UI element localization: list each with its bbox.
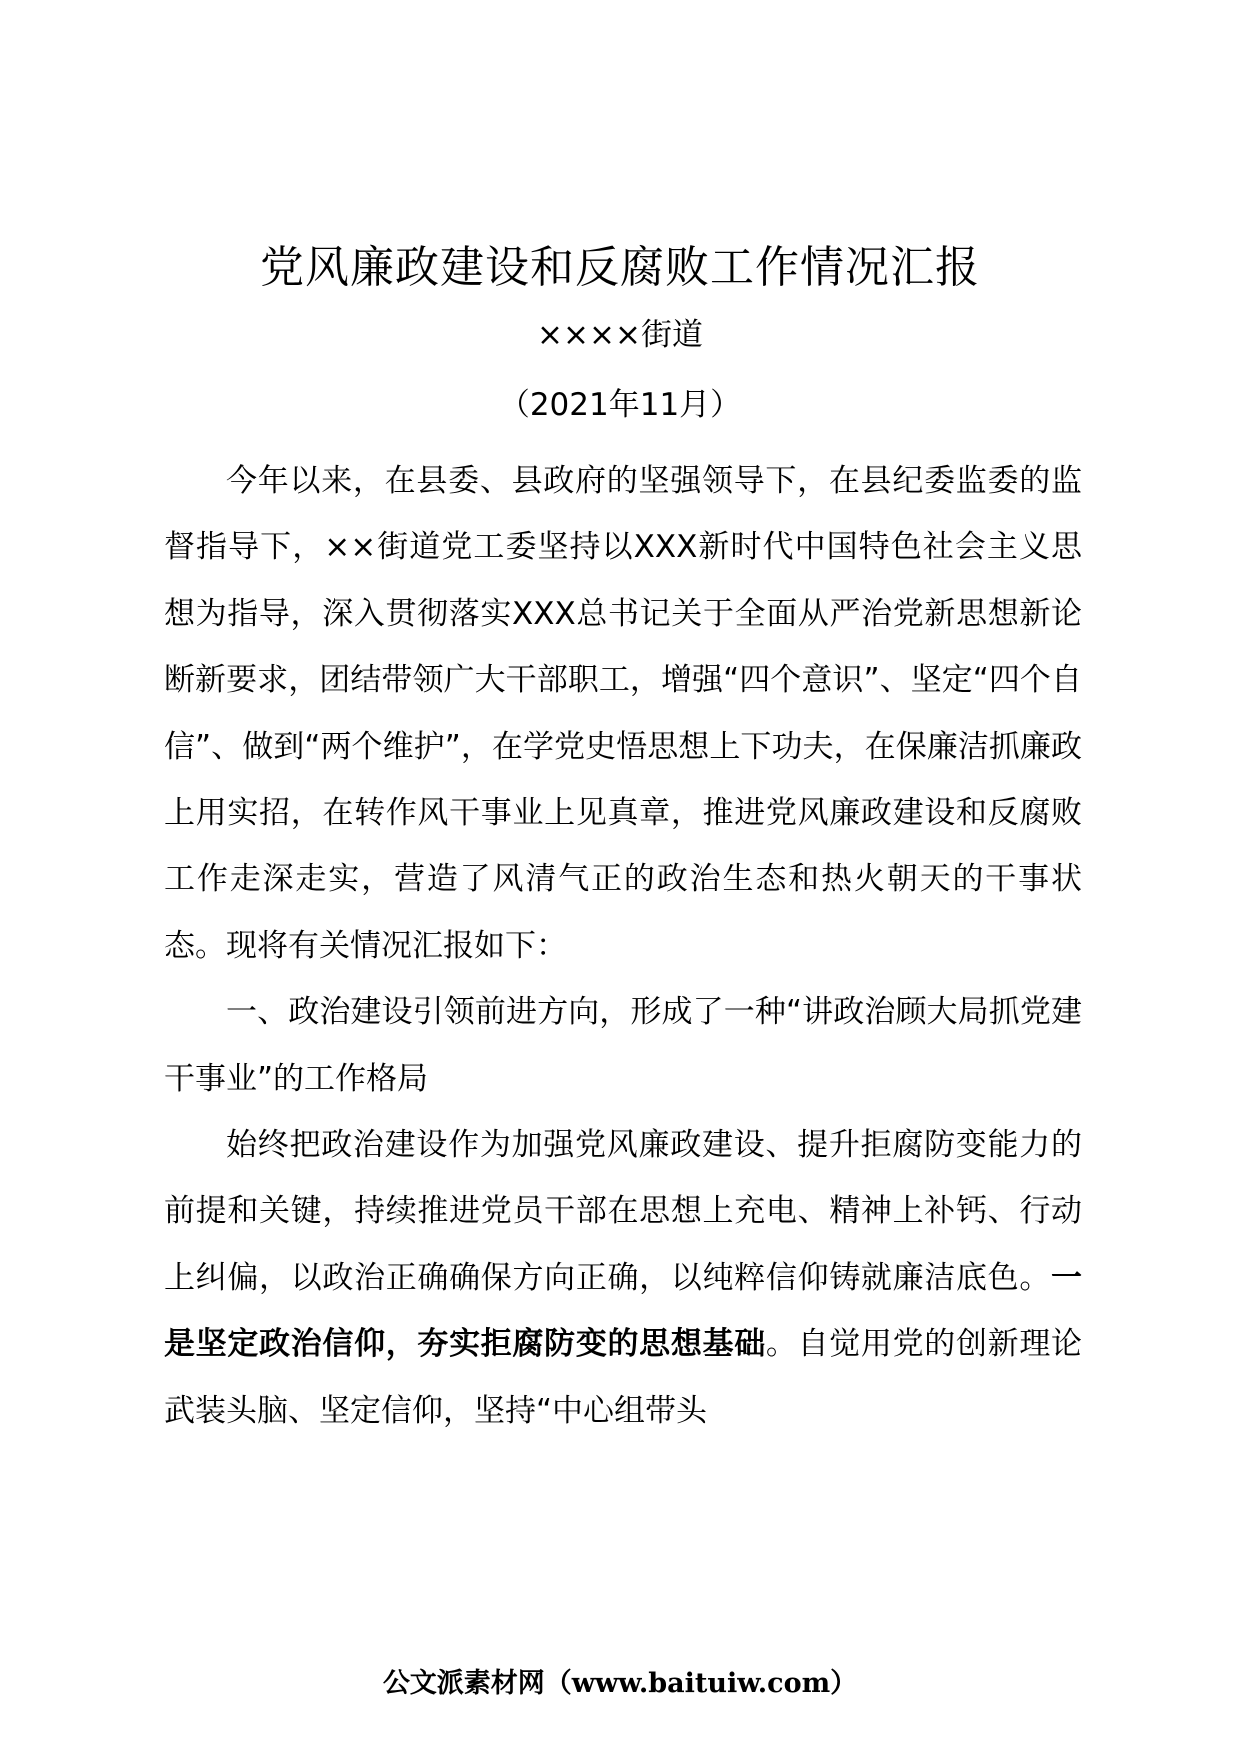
document-title: 党风廉政建设和反腐败工作情况汇报 — [260, 242, 980, 293]
paragraph-section-1-continuation: 。自觉用党的创新理论武装头脑、坚定信仰，坚持“中心组带头 — [164, 1326, 1082, 1429]
document-body — [164, 448, 1082, 1444]
document-date: （2021年11月） — [498, 387, 742, 423]
paragraph-section-1-text: 始终把政治建设作为加强党风廉政建设、提升拒腐防变能力的前提和关键，持续推进党员干部在思想上充电、精神上补钙、行动上纠偏，以政治正确确保方向正确，以纯粹信仰铸就廉洁底色。 — [164, 1127, 1082, 1296]
section-heading-1: 一、政治建设引领前进方向，形成了一种“讲政治顾大局抓党建干事业”的工作格局 — [164, 994, 1082, 1097]
paragraph-section-1 — [164, 1112, 1082, 1444]
footer-watermark: 公文派素材网（www.baituiw.com） — [382, 1668, 858, 1699]
paragraph-intro: 今年以来，在县委、县政府的坚强领导下，在县纪委监委的监督指导下，××街道党工委坚持以XXX新时代中国特色社会主义思想为指导，深入贯彻落实XXX总书记关于全面从严治党新思想新论断新要求，团结带领广大干部职工，增强“四个意识”、坚定“四个自信”、做到“两个维护”，在学党史悟思想上下功夫，在保廉洁抓廉政上用实招，在转作风干事业上见真章，推进党风廉政建设和反腐败工作走深走实，营造了风清气正的政治生态和热火朝天的干事状态。现将有关情况汇报如下： — [164, 463, 1082, 964]
document-organization: ××××街道 — [537, 317, 703, 353]
paragraph-section-1-bold: 一是坚定政治信仰，夯实拒腐防变的思想基础 — [164, 1259, 1082, 1363]
